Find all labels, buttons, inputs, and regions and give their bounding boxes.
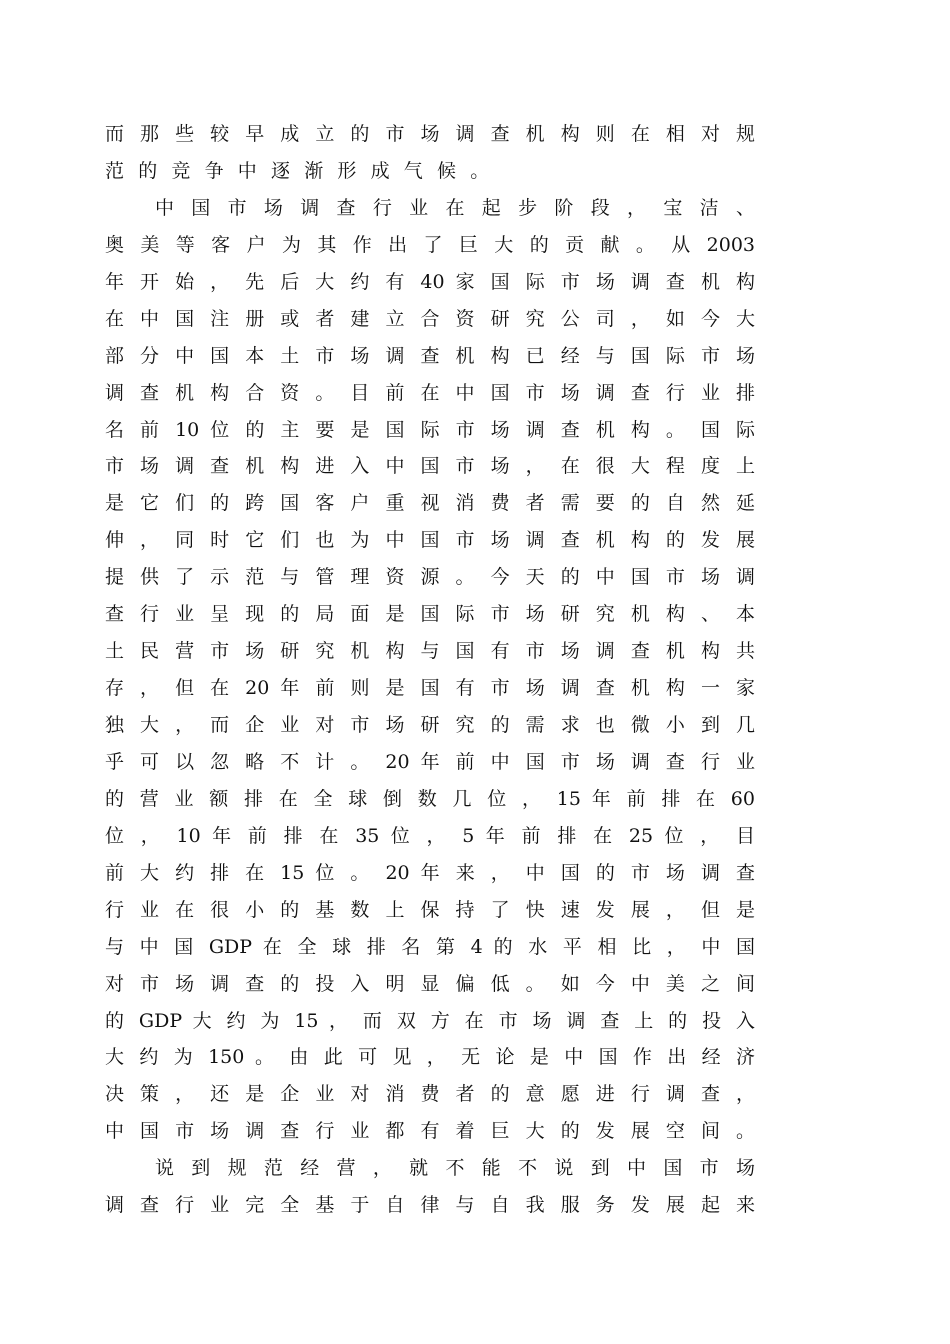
text-line: 独 大 ， 而 企 业 对 市 场 研 究 的 需 求 也 微 小 到 几 bbox=[105, 714, 755, 736]
text-line: 大 约 为 150 。 由 此 可 见 ， 无 论 是 中 国 作 出 经 济 bbox=[105, 1046, 755, 1069]
text-line: 查 行 业 呈 现 的 局 面 是 国 际 市 场 研 究 机 构 、 本 bbox=[105, 603, 755, 626]
text-line: 伸 ， 同 时 它 们 也 为 中 国 市 场 调 查 机 构 的 发 展 bbox=[105, 529, 755, 552]
text-line: 提 供 了 示 范 与 管 理 资 源 。 今 天 的 中 国 市 场 调 bbox=[105, 566, 755, 589]
text-line: 乎 可 以 忽 略 不 计 。 20 年 前 中 国 市 场 调 查 行 业 bbox=[105, 750, 755, 773]
text-line: 而 那 些 较 早 成 立 的 市 场 调 查 机 构 则 在 相 对 规 bbox=[105, 123, 755, 145]
text-line: 中 国 市 场 调 查 行 业 都 有 着 巨 大 的 发 展 空 间 。 bbox=[105, 1120, 755, 1143]
text-line: 市 场 调 查 机 构 进 入 中 国 市 场 ， 在 很 大 程 度 上 bbox=[105, 455, 755, 478]
paragraph-start-line: 中 国 市 场 调 查 行 业 在 起 步 阶 段 ， 宝 洁 、 bbox=[155, 196, 755, 219]
text-line: 部 分 中 国 本 土 市 场 调 查 机 构 已 经 与 国 际 市 场 bbox=[105, 344, 755, 367]
text-line: 行 业 在 很 小 的 基 数 上 保 持 了 快 速 发 展 ， 但 是 bbox=[105, 898, 755, 921]
text-line: 调 查 机 构 合 资 。 目 前 在 中 国 市 场 调 查 行 业 排 bbox=[105, 381, 755, 404]
text-line: 决 策 ， 还 是 企 业 对 消 费 者 的 意 愿 进 行 调 查 ， bbox=[105, 1083, 755, 1106]
text-line: 调 查 行 业 完 全 基 于 自 律 与 自 我 服 务 发 展 起 来 bbox=[105, 1194, 755, 1217]
text-line: 位 ， 10 年 前 排 在 35 位 ， 5 年 前 排 在 25 位 ， 目 bbox=[105, 824, 755, 847]
text-line: 是 它 们 的 跨 国 客 户 重 视 消 费 者 需 要 的 自 然 延 bbox=[105, 492, 755, 515]
text-line: 名 前 10 位 的 主 要 是 国 际 市 场 调 查 机 构 。 国 际 bbox=[105, 418, 755, 441]
text-line: 前 大 约 排 在 15 位 。 20 年 来 ， 中 国 的 市 场 调 查 bbox=[105, 861, 755, 884]
text-line: 土 民 营 市 场 研 究 机 构 与 国 有 市 场 调 查 机 构 共 bbox=[105, 640, 755, 663]
text-line: 的 营 业 额 排 在 全 球 倒 数 几 位 ， 15 年 前 排 在 60 bbox=[105, 787, 755, 810]
text-line: 存 ， 但 在 20 年 前 则 是 国 有 市 场 调 查 机 构 一 家 bbox=[105, 677, 755, 700]
paragraph-start-line: 说 到 规 范 经 营 ， 就 不 能 不 说 到 中 国 市 场 bbox=[155, 1157, 755, 1180]
text-line: 奥 美 等 客 户 为 其 作 出 了 巨 大 的 贡 献 。 从 2003 bbox=[105, 233, 755, 256]
text-line: 对 市 场 调 查 的 投 入 明 显 偏 低 。 如 今 中 美 之 间 bbox=[105, 972, 755, 995]
text-line: 与 中 国 GDP 在 全 球 排 名 第 4 的 水 平 相 比 ， 中 国 bbox=[105, 935, 755, 958]
text-line: 在 中 国 注 册 或 者 建 立 合 资 研 究 公 司 ， 如 今 大 bbox=[105, 307, 755, 330]
body-text bbox=[105, 116, 755, 1224]
text-line: 范的竞争中逐渐形成气候。 bbox=[105, 159, 504, 182]
text-line: 年 开 始 ， 先 后 大 约 有 40 家 国 际 市 场 调 查 机 构 bbox=[105, 270, 755, 293]
text-line: 的 GDP 大 约 为 15 ， 而 双 方 在 市 场 调 查 上 的 投 入 bbox=[105, 1009, 755, 1032]
